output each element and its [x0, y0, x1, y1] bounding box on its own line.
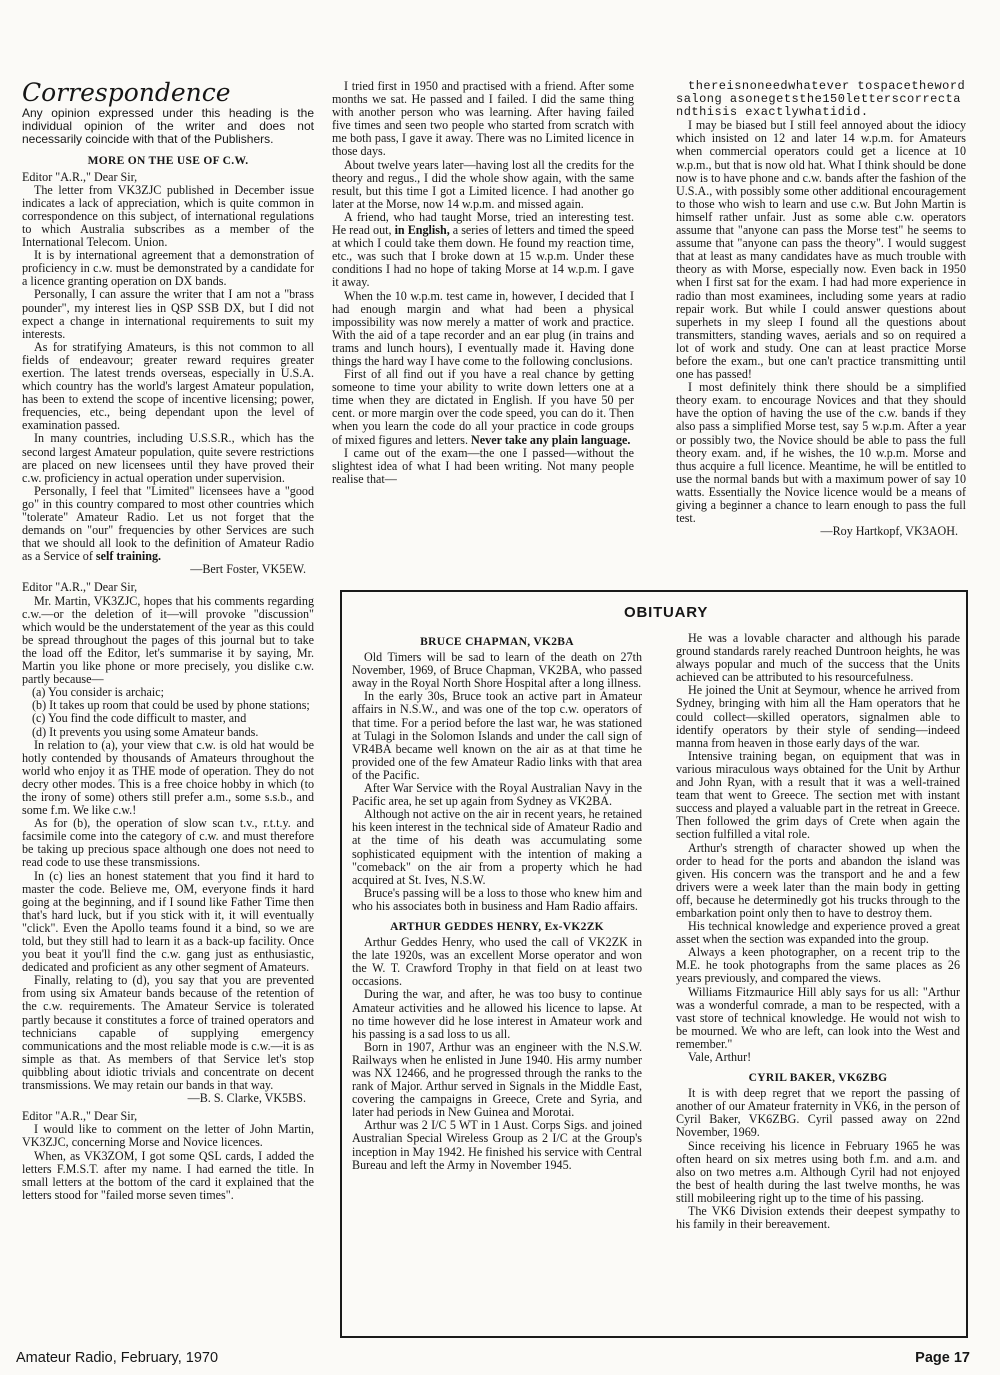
letter3-text: First of all find out if you have a real chance by getting someone to time your ability to write down letters one at a time when they are dictated in English. If you have 50 per cent. or more margin over the code speed, you can do it. Then when you learn the code do all your practice in code groups of mixed figures and letters.: [332, 367, 634, 447]
letter3-paragraph: I most definitely think there should be a simplified theory exam. to encourage Novices and that they should have the option of having the use of the c.w. bands if they also pass a simplified Morse test, say 5 w.p.m. After a year or possibly two, the Novice should be able to pass the full theory exam. and, if he wishes, the 10 w.p.m. Morse and thus acquire a full licence. Meantime, he will be entitled to use the normal bands but with a maximum power of say 10 watts. Essentially the Novice licence would be a means of giving a beginner a chance to learn enough to pass the full test.: [676, 380, 966, 526]
letter3-signature: —Roy Hartkopf, VK3AOH.: [820, 524, 958, 539]
letter1-paragraph: Personally, I can assure the writer that I am not a "brass pounder", my interest lies in QSP SSB DX, but I did not expect a change in international requirements to suit my interests.: [22, 287, 314, 341]
obituary-title: OBITUARY: [624, 604, 709, 621]
list-item: (b) It takes up room that could be used by phone stations;: [32, 698, 310, 713]
henry-heading: ARTHUR GEDDES HENRY, Ex-VK2ZK: [390, 920, 604, 933]
letter1-paragraph-last: [22, 485, 314, 564]
letter3-salutation: Editor "A.R.," Dear Sir,: [22, 1109, 138, 1124]
letter2-paragraph: As for (b), the operation of slow scan t.v., r.t.t.y. and facsimile come into the category of c.w. and must therefore be taking up precious space although one does not need to read code to use these transmissions.: [22, 816, 314, 870]
letter1-signature: —Bert Foster, VK5EW.: [190, 562, 306, 577]
letter2-list: [32, 686, 314, 738]
henry-paragraph: He joined the Unit at Seymour, whence he arrived from Sydney, bringing with him all the Ham operators that he could collect—skilled operators, signalmen able to identify operators by their style of sending—indeed manna from heaven in those early days of the war.: [676, 683, 960, 750]
letter1-heading: MORE ON THE USE OF C.W.: [87, 155, 249, 168]
letter1-paragraph: The letter from VK3ZJC published in December issue indicates a lack of appreciation, which is quite common in correspondence on this subject, of international regulations to which Australia subscribes as a member of the International Telecom. Union.: [22, 182, 314, 250]
letter3-paragraph-friend: [332, 211, 634, 290]
henry-paragraph: Williams Fitzmaurice Hill ably says for us all: "Arthur was a wonderful comrade, a man to be respected, with a vast store of technical knowledge. He would not wish to be mourned. We who are left, can look into the West and remember.": [676, 984, 960, 1051]
letter3-text: a series of letters and timed the speed at which I could take them down. He found my reaction time, etc., was such that I broke down at 15 w.p.m. Under these conditions I had no hope of taking Morse at 14 w.p.m. I gave it away.: [332, 223, 634, 290]
list-item: (a) You consider is archaic;: [32, 685, 164, 700]
list-item: (d) It prevents you using some Amateur bands.: [32, 724, 259, 739]
publication-footer: Amateur Radio, February, 1970: [16, 1350, 219, 1366]
letter1-paragraph: It is by international agreement that a demonstration of proficiency in c.w. must be demonstrated by a candidate for a licence granting operation on DX bands.: [22, 248, 314, 289]
henry-paragraph: Arthur Geddes Henry, who used the call of VK2ZK in the late 1920s, was an excellent Morse operator and won the W. T. Crawford Trophy in that field on at least two occasions.: [352, 935, 642, 989]
column-1: [22, 80, 314, 1202]
section-header: [22, 78, 314, 107]
letter3-paragraph: I would like to comment on the letter of John Martin, VK3ZJC, concerning Morse and Novice licences.: [22, 1122, 314, 1150]
intro-note: Any opinion expressed under this heading is the individual opinion of the writer and does not necessarily coincide with that of the Publishers.: [22, 106, 314, 146]
column-2: [332, 80, 634, 486]
letter2-salutation: Editor "A.R.," Dear Sir,: [22, 580, 138, 595]
baker-heading: CYRIL BAKER, VK6ZBG: [748, 1072, 888, 1085]
letter3-paragraph: I came out of the exam—the one I passed—without the slightest idea of what I had been writing. Not many people realise that—: [332, 445, 634, 486]
henry-paragraph: Born in 1907, Arthur was an engineer with the N.S.W. Railways when he enlisted in June 1940. His army number was NX 12466, and he progressed through the ranks to the rank of Major. Arthur served in Signals in the Middle East, covering the campaigns in Greece, Crete and Syria, and later had periods in New Guinea and Morotai.: [352, 1039, 642, 1120]
letter2-paragraph: In relation to (a), your view that c.w. is old hat would be hotly contended by thousands of Amateurs throughout the world who enjoy it as THE mode of operation. They do not decry other modes. This is a free choice hobby in which (to the irony of some) others still prefer a.m., some s.s.b., and some f.m. We like c.w.!: [22, 737, 314, 818]
letter3-paragraph: I may be biased but I still feel annoyed about the idiocy which insisted on 12 and later 14 w.p.m. for Amateurs when commercial operators could get a licence at 10 w.p.m., but that is now old hat. What I think should be done now is to have phone and c.w. bands after the fashion of the U.S.A., with possibly some other additional encouragement to those who wish to learn and use c.w. But John Martin is himself rather unfair. Just as some able c.w. operators assume that "anyone can pass the Morse test" he seems to assume that "anyone can pass the theory". I would suggest that at least as many candidates have as much trouble with theory as with Morse, especially now. Even back in 1950 when I first sat for the exam. I had had more experience in radio than most examinees, including some years at radio repair work. But while I could answer questions about superhets in my sleep I found all the questions about transmitters, standing waves, aerials and so on required a lot of work and study. One can at least practice Morse before the exam., but one can't practice transmitting until one has passed!: [676, 118, 966, 382]
obituary-box: [340, 590, 968, 1338]
henry-paragraph: During the war, and after, he was too busy to continue Amateur activities and he allowed his licence to lapse. At no time however did he lose interest in Amateur work and his passing is a sad loss to us all.: [352, 987, 642, 1041]
letter3-paragraph-advice: [332, 368, 634, 447]
letter3-paragraph: When, as VK3ZOM, I got some QSL cards, I added the letters F.M.S.T. after my name. I had earned the title. In small letters at the bottom of the card it explained that the letters stood for "failed morse seven times".: [22, 1148, 314, 1202]
chapman-paragraph: After War Service with the Royal Australian Navy in the Pacific area, he set up again from Sydney as VK2BA.: [352, 781, 642, 809]
letter2-paragraph: Mr. Martin, VK3ZJC, hopes that his comments regarding c.w.—or the deletion of it—will provoke "discussion" which would be the understatement of the year as this could be spread throughout the pages of this journal but to take the load off the Editor, let's summarise it by saying, Mr. Martin you like phone or more precisely, you dislike c.w. partly because—: [22, 593, 314, 687]
letter1-salutation: Editor "A.R.," Dear Sir,: [22, 169, 138, 184]
list-item: (c) You find the code difficult to master, and: [32, 711, 247, 726]
henry-paragraph: Arthur's strength of character showed up when the order to head for the ports and abandon the island was given. His concern was the transport and he and a few drivers were a week later than the main body in getting off, because he determinedly got his trucks through to the embarkation point only then to have to destroy them.: [676, 840, 960, 920]
letter2-signature: —B. S. Clarke, VK5BS.: [187, 1091, 306, 1106]
chapman-paragraph: Old Timers will be sad to learn of the death on 27th November, 1969, of Bruce Chapman, VK2BA, who passed away in the Royal North Shore Hospital after a long illness.: [352, 650, 642, 691]
letter1-paragraph: In many countries, including U.S.S.R., which has the second largest Amateur population, quite severe restrictions are placed on new licensees until they have proved their c.w. proficiency in actual operation under supervision.: [22, 431, 314, 485]
letter1-paragraph: As for stratifying Amateurs, is this not common to all fields of endeavour; greater reward requires greater exertion. The latest trends overseas, especially in U.S.A. which country has the world's largest Amateur population, has been to extend the scope of incentive licensing; power, frequencies, etc., being dependant upon the level of examination passed.: [22, 339, 314, 433]
obituary-inner: [352, 598, 960, 1330]
chapman-heading: BRUCE CHAPMAN, VK2BA: [420, 636, 574, 648]
letter1-emphasis: self training.: [95, 549, 162, 564]
henry-paragraph: He was a lovable character and although his parade ground standards rarely reached Duntroon heights, he was always popular and much of the success that the Units achieved can be attributed to his resourcefulness.: [676, 631, 960, 685]
chapman-paragraph: In the early 30s, Bruce took an active part in Amateur affairs in N.S.W., and was one of the top c.w. operators of that time. For a period before the last war, he was stationed at Tulagi in the Solomon Islands and under the call sign of VR4BA became well known on the air as at that time he provided one of the few Amateur Radio links with that area of the Pacific.: [352, 689, 642, 782]
henry-paragraph: Intensive training began, on equipment that was in various miraculous ways obtained for the Unit by Arthur and John Ryan, with a result that it was a well-trained team that went to Greece. The section met with instant success and played a valuable part in the retreat in Greece. Then followed the grim days of Crete when again the section fulfilled a vital role.: [676, 748, 960, 842]
baker-paragraph: Since receiving his licence in February 1965 he was often heard on six metres using both f.m. and a.m. and also on two metres a.m. Although Cyril had not enjoyed the best of health during the last twelve months, he was still mobileering right up to the time of his passing.: [676, 1138, 960, 1205]
henry-paragraph: His technical knowledge and experience proved a great asset when the section was expanded into the group.: [676, 919, 960, 947]
letter3-paragraph: When the 10 w.p.m. test came in, however, I decided that I had enough margin and what had been a physical impossibility was now merely a matter of work and practice. With the aid of a tape recorder and an ear plug (in trains and trams and lunch hours), I eventually made it. Having done things the hard way I have come to the following conclusions.: [332, 288, 634, 368]
baker-paragraph: It is with deep regret that we report the passing of another of our Amateur fraternity in VK6, in the person of Cyril Baker, VK6ZBG. Cyril passed away on 22nd November, 1969.: [676, 1086, 960, 1140]
obituary-column-right: [676, 632, 960, 1231]
letter3-emphasis: in English,: [394, 223, 450, 238]
chapman-paragraph: Bruce's passing will be a loss to those who knew him and who his associates both in business and Ham Radio affairs.: [352, 885, 642, 913]
henry-paragraph: Arthur was 2 I/C 5 WT in 1 Aust. Corps Sigs. and joined Australian Special Wireless Group as 2 I/C at the Group's inception in May 1942. He finished his service with Central Bureau and left the Army in November 1945.: [352, 1118, 642, 1172]
letter3-spaced-text: thereisnoneedwhatever tospacethewordsalong asonegetsthe150letterscorrectandthisis exactlywhatidid.: [676, 79, 966, 120]
letter1-text: Personally, I feel that "Limited" licensees have a "good go" in this country compared to most other countries which "tolerate" Amateur Radio. Let us not forget that the demands on "our" frequencies by other Services are such that we should all look to the definition of Amateur Radio as a Service of: [22, 483, 314, 564]
letter3-text: A friend, who had taught Morse, tried an interesting test. He read out,: [332, 209, 634, 238]
henry-paragraph: Vale, Arthur!: [688, 1050, 752, 1064]
section-title: Correspondence: [22, 78, 231, 107]
obituary-column-left: [352, 634, 642, 1172]
letter3-paragraph: About twelve years later—having lost all the credits for the theory and regus., I did the whole show again, with the same result, but this time I got a Limited licence. I had another go later at the Morse, now 14 w.p.m. and missed again.: [332, 157, 634, 211]
letter3-paragraph: I tried first in 1950 and practised with a friend. After some months we sat. He passed and I failed. I did the same thing with another person who was learning. After having failed five times and seen two people who started from scratch with me both pass, I gave it away. There was no Limited licence in those days.: [332, 79, 634, 159]
chapman-paragraph: Although not active on the air in recent years, he retained his keen interest in the technical side of Amateur Radio and at the time of his death was accumulating some sophisticated equipment with the intention of making a "comeback" on the air from a property which he had acquired at St. Ives, N.S.W.: [352, 807, 642, 887]
henry-paragraph: Always a keen photographer, on a recent trip to the M.E. he took photographs from the same places as 26 years previously, and compared the views.: [676, 945, 960, 986]
letter2-paragraph: In (c) lies an honest statement that you find it hard to master the code. Believe me, OM, everyone finds it hard going at the beginning, and if I sound like Father Time then that's hard luck, but if you stick with it, it will eventually "click". Even the Apollo teams found it a bind, so we are told, but they still had to learn it as a back-up facility. Once you beat it you'll find the c.w. gang just as enthusiastic, dedicated and proficient as any other segment of Amateurs.: [22, 868, 314, 975]
column-3: [676, 80, 966, 543]
letter2-paragraph: Finally, relating to (d), you say that you are prevented from using six Amateur bands because of the retention of the c.w. requirements. The Amateur Service is tolerated partly because it constitutes a force of trained operators and technicians capable of supplying emergency communications and the most reliable mode is c.w.—it is as simple as that. As members of that Service let's stop quibbling about idiotic trivials and concentrate on decent transmissions. We may retain our bands in that way.: [22, 973, 314, 1093]
page-number: Page 17: [915, 1350, 970, 1366]
letter3-emphasis: Never take any plain language.: [471, 432, 631, 447]
baker-paragraph: The VK6 Division extends their deepest sympathy to his family in their bereavement.: [676, 1204, 960, 1232]
